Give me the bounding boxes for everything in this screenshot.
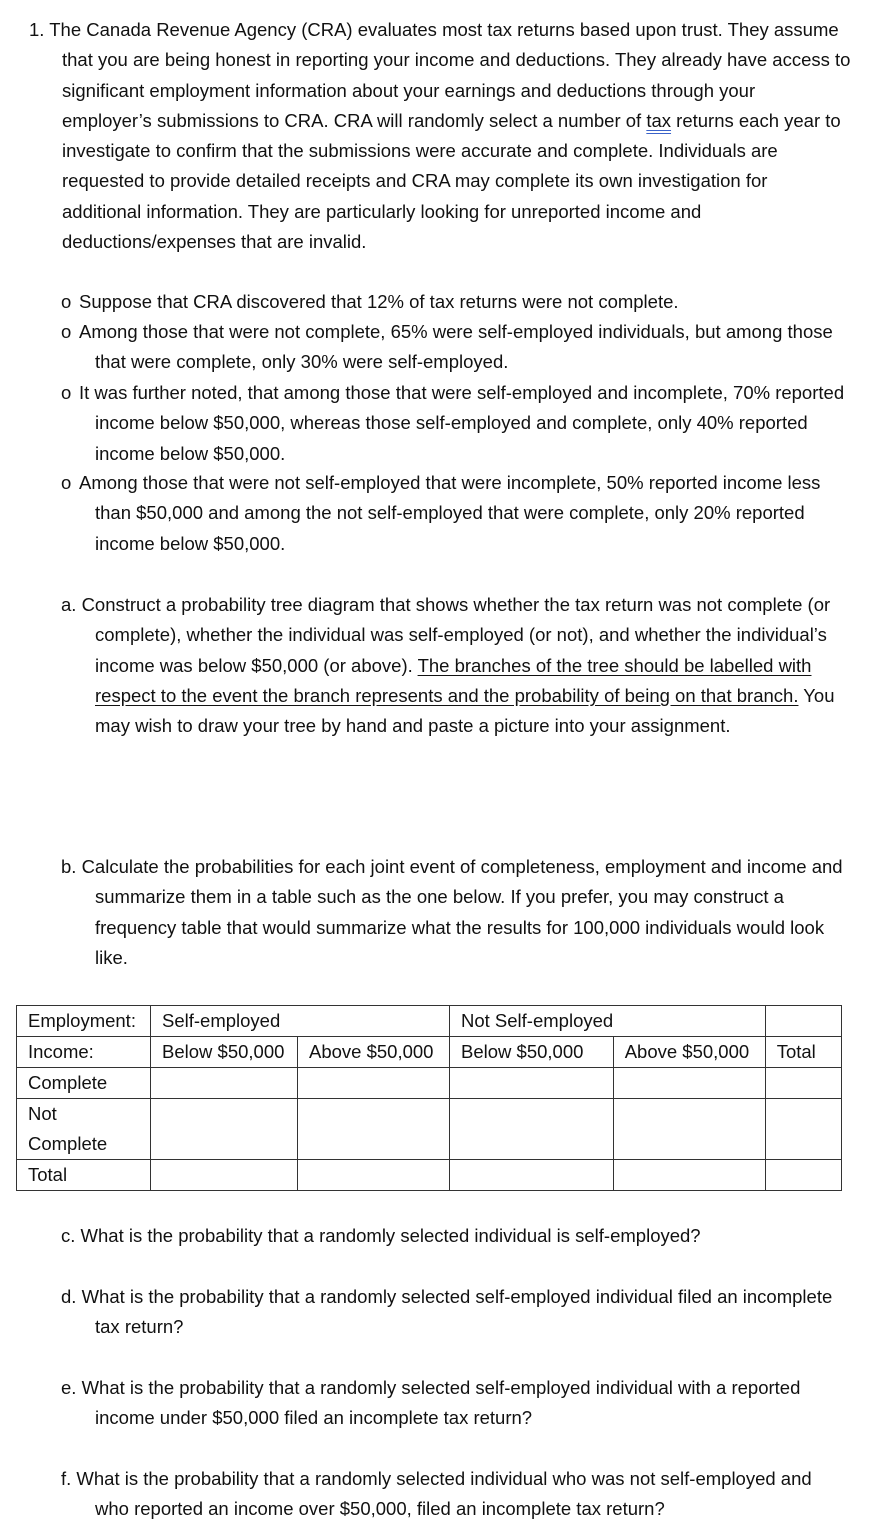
bullet-item bbox=[61, 317, 833, 378]
table-row bbox=[17, 1099, 842, 1160]
row-label-total: Total bbox=[17, 1160, 151, 1191]
table-cell[interactable] bbox=[613, 1068, 765, 1099]
part-a-line: complete), whether the individual was self-employed (or not), and whether the individual’s bbox=[95, 624, 827, 646]
table-cell[interactable] bbox=[298, 1160, 450, 1191]
bullet-text: that were complete, only 30% were self-employed. bbox=[95, 351, 509, 373]
above-header: Above $50,000 bbox=[613, 1037, 765, 1068]
bullet-item bbox=[61, 378, 844, 469]
part-e bbox=[61, 1373, 800, 1434]
part-b-line: b. Calculate the probabilities for each joint event of completeness, employment and income and bbox=[61, 856, 843, 877]
table-cell[interactable] bbox=[613, 1099, 765, 1160]
below-header: Below $50,000 bbox=[450, 1037, 614, 1068]
table-header-row bbox=[17, 1037, 842, 1068]
part-e-line: e. What is the probability that a randomly selected self-employed individual with a reported bbox=[61, 1377, 801, 1398]
intro-line bbox=[29, 106, 850, 136]
part-b-line: like. bbox=[95, 946, 128, 968]
total-header: Total bbox=[765, 1037, 841, 1068]
bullet-item bbox=[61, 287, 679, 317]
bullet-text: It was further noted, that among those that were self-employed and incomplete, 70% reported bbox=[79, 382, 845, 403]
bullet-text: Suppose that CRA discovered that 12% of tax returns were not complete. bbox=[79, 291, 679, 312]
bullet-text: Among those that were not complete, 65% were self-employed individuals, but among those bbox=[79, 321, 833, 342]
income-label: Income: bbox=[17, 1037, 151, 1068]
employment-label: Employment: bbox=[17, 1006, 151, 1037]
intro-line-text: employer’s submissions to CRA. CRA will randomly select a number of bbox=[62, 109, 647, 131]
question-intro bbox=[29, 15, 850, 257]
table-cell[interactable] bbox=[450, 1068, 614, 1099]
part-f-line: f. What is the probability that a randomly selected individual who was not self-employed and bbox=[61, 1468, 812, 1489]
part-a-emphasis: The branches of the tree should be labelled with bbox=[417, 654, 812, 676]
table-row bbox=[17, 1160, 842, 1191]
part-d bbox=[61, 1282, 832, 1343]
bullet-marker: o bbox=[61, 291, 72, 312]
table-row bbox=[17, 1068, 842, 1099]
part-d-line: tax return? bbox=[95, 1316, 184, 1338]
part-f-line: who reported an income over $50,000, filed an incomplete tax return? bbox=[95, 1498, 665, 1520]
row-label-line: Not bbox=[28, 1103, 57, 1124]
table-cell[interactable] bbox=[298, 1099, 450, 1160]
part-a-emphasis: respect to the event the branch represents and the probability of being on that branch. bbox=[95, 684, 799, 706]
intro-line: additional information. They are particularly looking for unreported income and bbox=[62, 200, 702, 222]
part-b-line: frequency table that would summarize what the results for 100,000 individuals would look bbox=[95, 916, 825, 938]
bullet-marker: o bbox=[61, 472, 72, 493]
part-b-line: summarize them in a table such as the one below. If you prefer, you may construct a bbox=[95, 886, 784, 908]
table-cell[interactable] bbox=[613, 1160, 765, 1191]
table-cell[interactable] bbox=[151, 1099, 298, 1160]
bullet-marker: o bbox=[61, 321, 72, 342]
not-self-employed-header: Not Self-employed bbox=[450, 1006, 614, 1037]
bullet-text: income below $50,000. bbox=[95, 442, 286, 464]
part-e-line: income under $50,000 filed an incomplete tax return? bbox=[95, 1407, 533, 1429]
table-cell[interactable] bbox=[450, 1099, 614, 1160]
part-b bbox=[61, 852, 843, 973]
intro-line: deductions/expenses that are invalid. bbox=[62, 231, 367, 253]
part-c-line: c. What is the probability that a randomly selected individual is self-employed? bbox=[61, 1225, 701, 1246]
table-header-row bbox=[17, 1006, 842, 1037]
spellcheck-word: tax bbox=[646, 109, 672, 131]
table-cell[interactable] bbox=[765, 1068, 841, 1099]
intro-line: significant employment information about your earnings and deductions through your bbox=[62, 79, 756, 101]
part-a-text: You bbox=[798, 684, 835, 706]
intro-line: investigate to confirm that the submissions were accurate and complete. Individuals are bbox=[62, 140, 778, 162]
part-a-line: a. Construct a probability tree diagram that shows whether the tax return was not complete (or bbox=[61, 594, 831, 615]
bullet-text: than $50,000 and among the not self-employed that were complete, only 20% reported bbox=[95, 502, 805, 524]
part-d-line: d. What is the probability that a randomly selected self-employed individual filed an incomplete bbox=[61, 1286, 833, 1307]
bullet-text: income below $50,000. bbox=[95, 532, 286, 554]
summary-table bbox=[16, 1005, 842, 1191]
table-cell[interactable] bbox=[151, 1068, 298, 1099]
table-cell[interactable] bbox=[765, 1099, 841, 1160]
below-header: Below $50,000 bbox=[151, 1037, 298, 1068]
part-c bbox=[61, 1221, 701, 1251]
table-cell[interactable] bbox=[450, 1160, 614, 1191]
table-cell[interactable] bbox=[765, 1160, 841, 1191]
table-cell bbox=[765, 1006, 841, 1037]
row-label-line: Complete bbox=[28, 1133, 108, 1154]
part-a bbox=[61, 590, 835, 741]
bullet-text: income below $50,000, whereas those self-employed and complete, only 40% reported bbox=[95, 412, 808, 434]
intro-line: 1. The Canada Revenue Agency (CRA) evaluates most tax returns based upon trust. They assume bbox=[29, 19, 839, 40]
table-cell bbox=[298, 1006, 450, 1037]
row-label-not-complete bbox=[17, 1099, 151, 1160]
row-label-complete: Complete bbox=[17, 1068, 151, 1099]
part-f bbox=[61, 1464, 812, 1525]
table-cell[interactable] bbox=[151, 1160, 298, 1191]
part-a-text: income was below $50,000 (or above). bbox=[95, 654, 418, 676]
bullet-marker: o bbox=[61, 382, 72, 403]
above-header: Above $50,000 bbox=[298, 1037, 450, 1068]
table-cell[interactable] bbox=[298, 1068, 450, 1099]
self-employed-header: Self-employed bbox=[151, 1006, 298, 1037]
table-cell bbox=[613, 1006, 765, 1037]
bullet-item bbox=[61, 468, 820, 559]
intro-line: that you are being honest in reporting your income and deductions. They already have access to bbox=[62, 49, 851, 71]
part-a-line: may wish to draw your tree by hand and paste a picture into your assignment. bbox=[95, 715, 731, 737]
bullet-text: Among those that were not self-employed that were incomplete, 50% reported income less bbox=[79, 472, 821, 493]
intro-line-tail: returns each year to bbox=[671, 109, 841, 131]
intro-line: requested to provide detailed receipts and CRA may complete its own investigation for bbox=[62, 170, 768, 192]
